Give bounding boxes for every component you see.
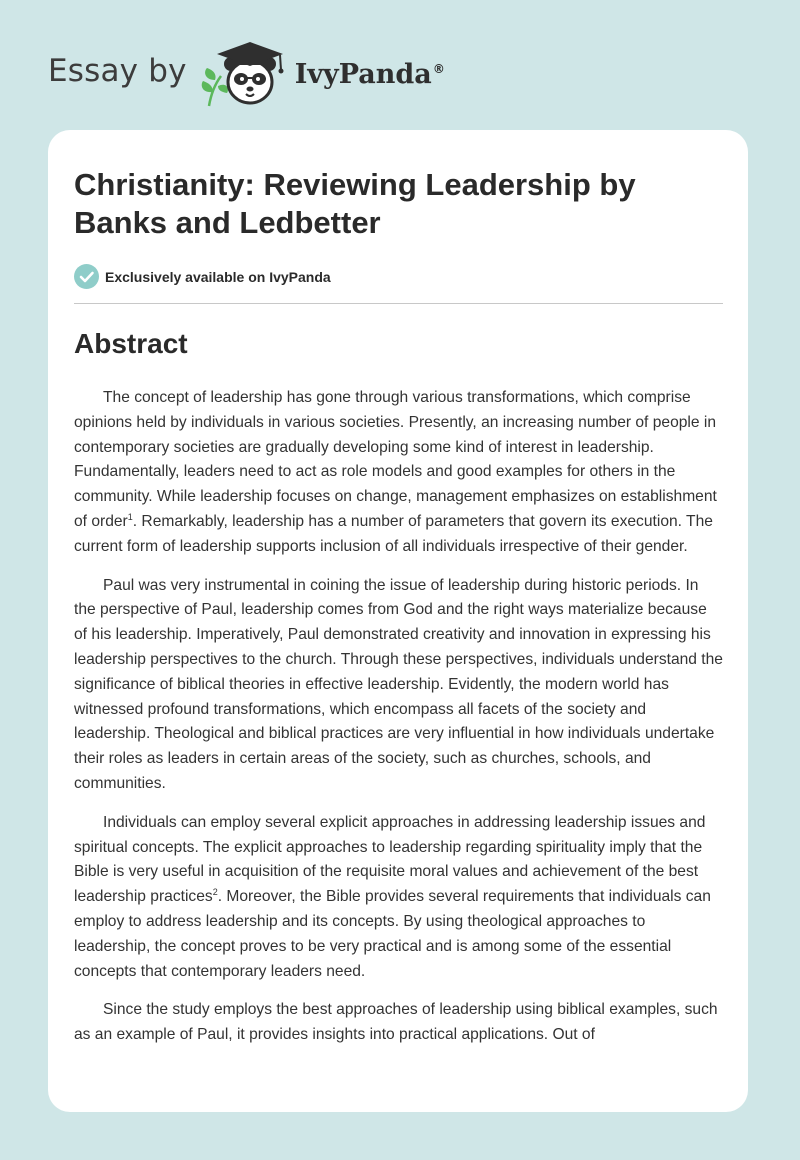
essay-body: [74, 386, 724, 1062]
paragraph-1: [74, 386, 724, 560]
footnote-ref-2[interactable]: 2: [212, 886, 218, 897]
paragraph-3-text-b: . Moreover, the Bible provides several requirements that individuals can employ to address leadership and its concepts. By using theological approaches to leadership, the concept proves to be very practical and is among some of the essential concepts that contemporary leaders need.: [74, 888, 711, 980]
exclusive-badge: [74, 264, 331, 289]
paragraph-3: [74, 811, 724, 985]
site-header: [48, 36, 445, 108]
paragraph-3-text-a: Individuals can employ several explicit approaches in addressing leadership issues and spiritual concepts. The explicit approaches to leadership regarding spirituality imply that the Bible is very useful in acquisition of the requisite moral values and achievement of the best leadership practices: [74, 813, 706, 906]
registered-mark: ®: [432, 61, 445, 76]
check-circle-icon: [74, 264, 99, 289]
brand-name[interactable]: [295, 59, 445, 90]
brand-name-text: IvyPanda: [294, 58, 432, 90]
exclusive-badge-text: Exclusively available on IvyPanda: [105, 268, 331, 285]
footnote-ref-1[interactable]: 1: [127, 511, 133, 522]
paragraph-2: Paul was very instrumental in coining the issue of leadership during historic periods. In the perspective of Paul, leadership comes from God and the right ways materialize because of his leadership. Imperatively, Paul demonstrated creativity and innovation in expressing his leadership perspectives to the church. Through these perspectives, individuals understand the significance of biblical theories in effective leadership. Evidently, the modern world has witnessed profound transformations, which encompass all facets of the society and leadership. Theological and biblical practices are very influential in how individuals undertake their roles as leaders in certain areas of the society, such as churches, schools, and communities.: [74, 576, 723, 792]
paragraph-4: Since the study employs the best approaches of leadership using biblical examples, such as an example of Paul, it provides insights into practical applications. Out of: [74, 1001, 718, 1044]
brand-prefix: Essay by: [48, 53, 187, 89]
paragraph-1-text-a: The concept of leadership has gone through various transformations, which comprise opinions held by individuals in various societies. Presently, an increasing number of people in contemporary societies are gradually developing some kind of interest in leadership. Fundamentally, leaders need to act as role models and good examples for others in the community. While leadership focuses on change, management emphasizes on establishment of order: [74, 389, 717, 530]
section-heading-abstract: Abstract: [74, 328, 188, 359]
paragraph-1-text-b: . Remarkably, leadership has a number of parameters that govern its execution. The current form of leadership supports inclusion of all individuals irrespective of their gender.: [74, 512, 713, 555]
panda-graduate-logo-icon[interactable]: [197, 36, 289, 108]
title-divider: [74, 303, 723, 304]
essay-card: [48, 130, 748, 1112]
page-title: Christianity: Reviewing Leadership by Banks and Ledbetter: [74, 167, 636, 240]
